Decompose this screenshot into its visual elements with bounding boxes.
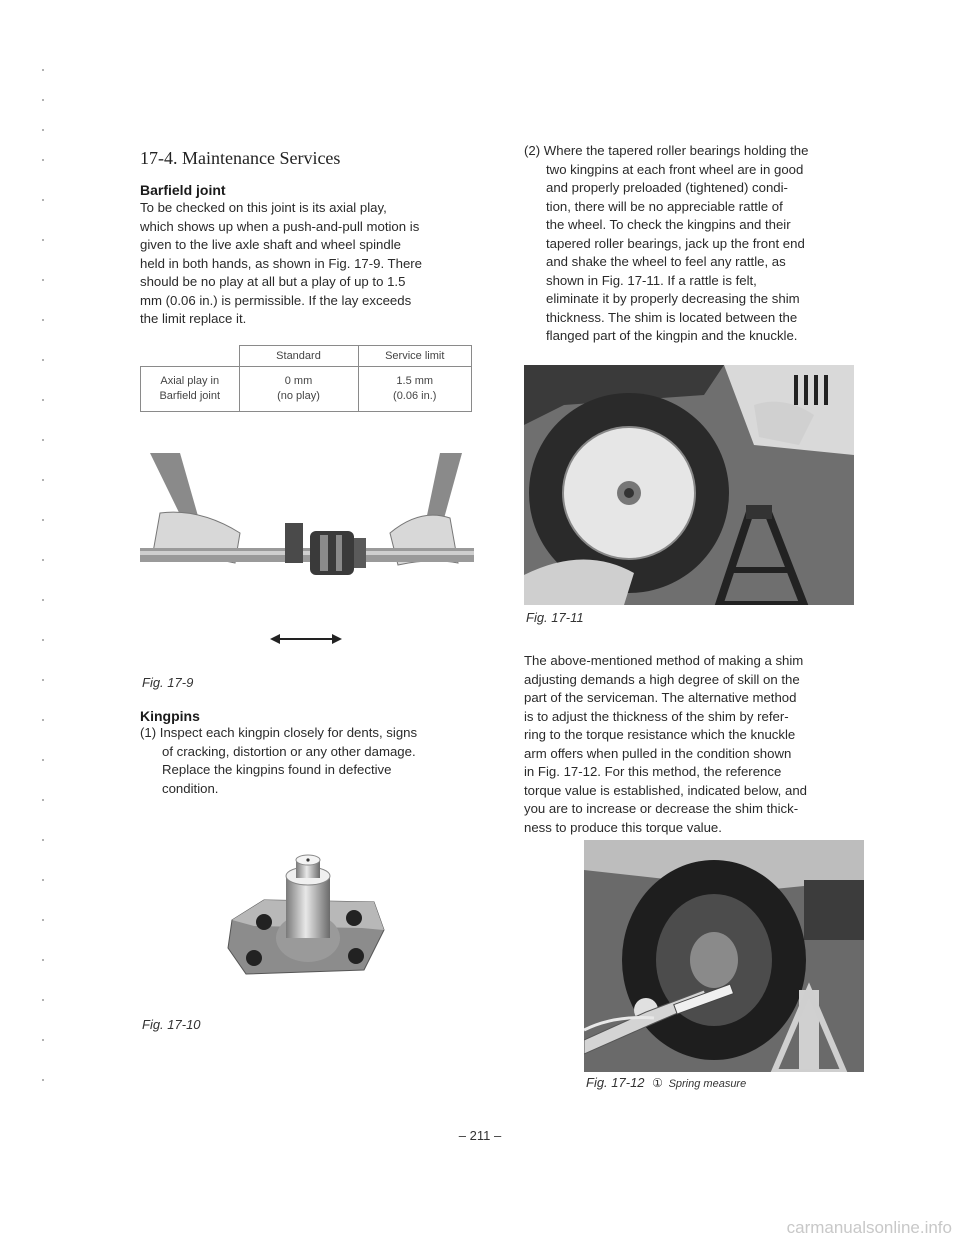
text-line: tion, there will be no appreciable rattle of (546, 198, 783, 214)
cell-line: 1.5 mm (396, 375, 434, 387)
text-line: held in both hands, as shown in Fig. 17-9. There (140, 255, 422, 271)
text-line: (1) Inspect each kingpin closely for dents, signs (140, 725, 418, 740)
section-title: 17-4. Maintenance Services (140, 148, 341, 168)
shim-method-paragraph (524, 652, 864, 837)
spec-table (140, 345, 472, 412)
text-line: is to adjust the thickness of the shim by refer- (524, 708, 789, 724)
caption-note: Spring measure (668, 1078, 747, 1090)
text-line: you are to increase or decrease the shim thick- (524, 801, 799, 816)
text-line: in Fig. 17-12. For this method, the reference (524, 764, 782, 779)
table-header-row (141, 346, 472, 367)
cell-line: (no play) (277, 390, 320, 402)
text-line: shown in Fig. 17-11. If a rattle is felt, (546, 272, 757, 288)
table-header-cell: Service limit (358, 346, 472, 367)
text-line: the wheel. To check the kingpins and their (546, 217, 791, 232)
text-line: ring to the torque resistance which the knuckle (524, 727, 796, 742)
text-line: (2) Where the tapered roller bearings holding the (524, 143, 809, 158)
text-line: The above-mentioned method of making a shim (524, 653, 804, 668)
text-line: the limit replace it. (140, 311, 247, 326)
text-line: and properly preloaded (tightened) condi- (546, 180, 788, 195)
barfield-section (140, 182, 474, 329)
text-line: of cracking, distortion or any other damage. (162, 743, 416, 759)
watermark: carmanualsonline.info (786, 1218, 952, 1237)
text-line: and shake the wheel to feel any rattle, as (546, 254, 786, 269)
barfield-joint-illustration (140, 453, 474, 623)
caption-label: Fig. 17-12 (586, 1075, 645, 1090)
figure-caption-17-12 (586, 1075, 746, 1090)
table-header-cell (141, 346, 240, 367)
kingpins-item2 (524, 142, 864, 346)
cell-line: Barfield joint (159, 390, 221, 402)
text-line: eliminate it by properly decreasing the shim (546, 291, 800, 306)
text-line: which shows up when a push-and-pull motion is (140, 218, 420, 234)
text-line: torque value is established, indicated below, and (524, 782, 807, 798)
text-line: thickness. The shim is located between the (546, 309, 798, 325)
kingpins-heading: Kingpins (140, 708, 200, 724)
barfield-heading: Barfield joint (140, 182, 226, 198)
text-line: flanged part of the kingpin and the knuckle. (546, 328, 798, 343)
circled-one-marker: ① (652, 1076, 663, 1090)
text-line: arm offers when pulled in the condition shown (524, 745, 792, 761)
figure-caption-17-9: Fig. 17-9 (142, 675, 194, 690)
figure-caption-17-11: Fig. 17-11 (526, 610, 584, 625)
double-arrow-icon (270, 632, 342, 646)
text-line: should be no play at all but a play of up to 1.5 (140, 274, 406, 289)
kingpin-illustration (224, 852, 390, 992)
front-wheel-illustration (524, 365, 854, 605)
barfield-paragraph (140, 199, 474, 329)
cell-line: Axial play in (160, 375, 220, 387)
figure-17-10 (224, 852, 390, 992)
kingpins-section (140, 708, 474, 798)
table-cell (239, 367, 358, 412)
text-line: Replace the kingpins found in defective (162, 762, 392, 777)
text-line: ness to produce this torque value. (524, 819, 722, 835)
text-line: given to the live axle shaft and wheel spindle (140, 237, 401, 252)
cell-line: 0 mm (284, 375, 313, 387)
spring-measure-illustration (584, 840, 864, 1072)
table-row (141, 367, 472, 412)
binding-dots (38, 60, 48, 1140)
text-line: To be checked on this joint is its axial play, (140, 200, 387, 215)
figure-17-11 (524, 365, 854, 605)
text-line: tapered roller bearings, jack up the front end (546, 235, 805, 251)
figure-caption-17-10: Fig. 17-10 (142, 1017, 201, 1032)
cell-line: (0.06 in.) (393, 390, 437, 402)
figure-17-12 (584, 840, 864, 1072)
table-cell (141, 367, 240, 412)
text-line: two kingpins at each front wheel are in good (546, 161, 804, 177)
text-line: adjusting demands a high degree of skill on the (524, 671, 800, 687)
text-line: mm (0.06 in.) is permissible. If the lay exceeds (140, 292, 412, 308)
figure-17-9 (140, 453, 474, 623)
page-number: – 211 – (458, 1128, 502, 1143)
text-line: condition. (162, 780, 219, 796)
table-header-cell: Standard (239, 346, 358, 367)
table-cell (358, 367, 472, 412)
text-line: part of the serviceman. The alternative method (524, 690, 797, 705)
